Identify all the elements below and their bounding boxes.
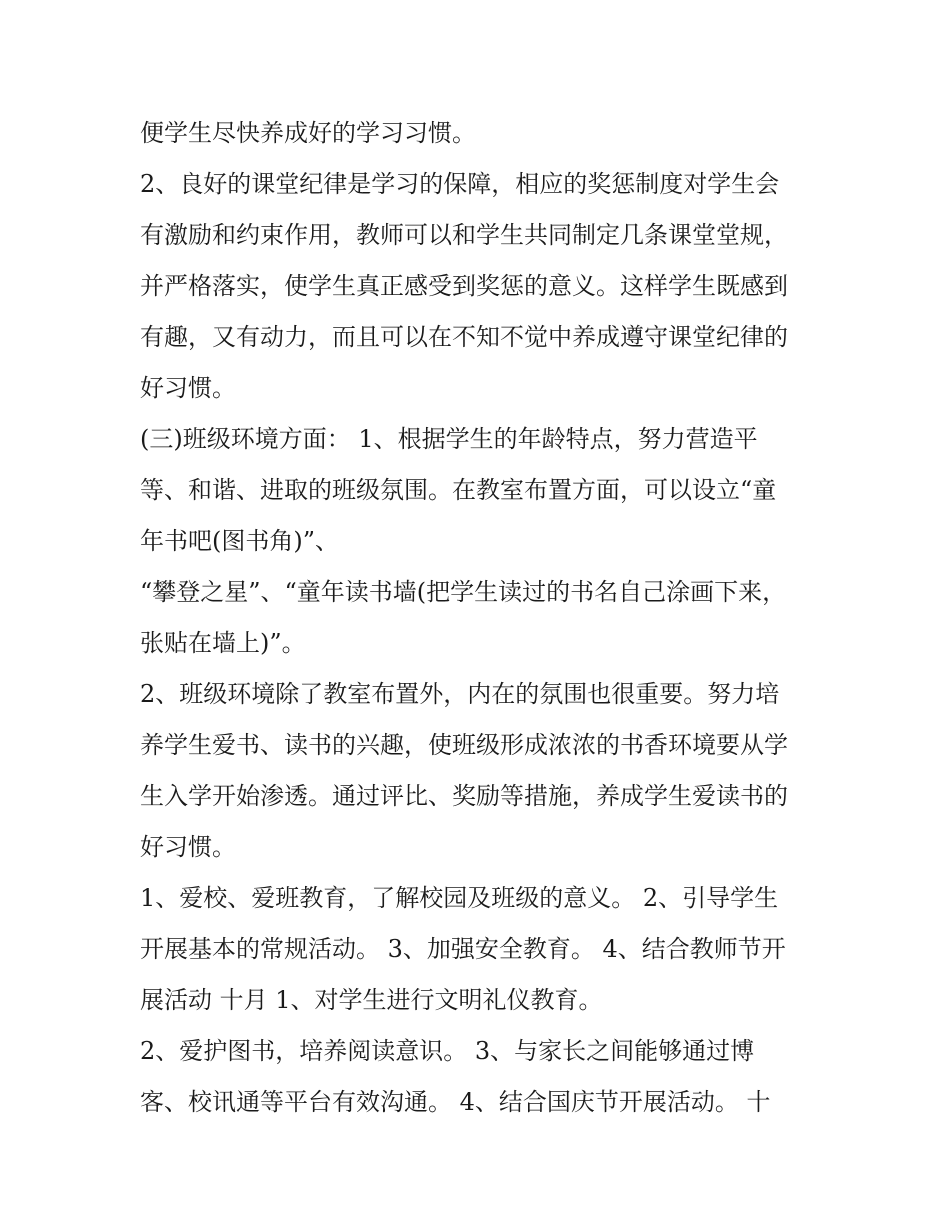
text-line-3: 有激励和约束作用，教师可以和学生共同制定几条课堂堂规， xyxy=(140,221,788,249)
text-line-12: 2、班级环境除了教室布置外，内在的氛围也很重要。努力培 xyxy=(140,680,780,708)
text-line-11: 张贴在墙上)”。 xyxy=(140,629,306,657)
text-line-8: 等、和谐、进取的班级氛围。在教室布置方面，可以设立“童 xyxy=(140,476,777,504)
text-line-9: 年书吧(图书角)”、 xyxy=(140,527,339,555)
text-line-20: 客、校讯通等平台有效沟通。 4、结合国庆节开展活动。 十 xyxy=(140,1088,771,1116)
text-line-7: (三)班级环境方面： 1、根据学生的年龄特点，努力营造平 xyxy=(140,425,758,453)
text-line-13: 养学生爱书、读书的兴趣，使班级形成浓浓的书香环境要从学 xyxy=(140,731,788,759)
text-line-4: 并严格落实，使学生真正感受到奖惩的意义。这样学生既感到 xyxy=(140,272,788,300)
body-text xyxy=(140,108,820,1128)
text-line-5: 有趣，又有动力，而且可以在不知不觉中养成遵守课堂纪律的 xyxy=(140,323,788,351)
text-line-6: 好习惯。 xyxy=(140,374,236,402)
text-line-18: 展活动 十月 1、对学生进行文明礼仪教育。 xyxy=(140,986,603,1014)
text-line-1: 便学生尽快养成好的学习习惯。 xyxy=(140,119,476,147)
text-line-2: 2、良好的课堂纪律是学习的保障，相应的奖惩制度对学生会 xyxy=(140,170,780,198)
text-line-19: 2、爱护图书，培养阅读意识。 3、与家长之间能够通过博 xyxy=(140,1037,755,1065)
text-line-14: 生入学开始渗透。通过评比、奖励等措施，养成学生爱读书的 xyxy=(140,782,788,810)
text-line-17: 开展基本的常规活动。 3、加强安全教育。 4、结合教师节开 xyxy=(140,935,786,963)
text-line-10: “攀登之星”、“童年读书墙(把学生读过的书名自己涂画下来， xyxy=(140,578,787,606)
text-line-16: 1、爱校、爱班教育，了解校园及班级的意义。 2、引导学生 xyxy=(140,884,779,912)
text-line-15: 好习惯。 xyxy=(140,833,236,861)
